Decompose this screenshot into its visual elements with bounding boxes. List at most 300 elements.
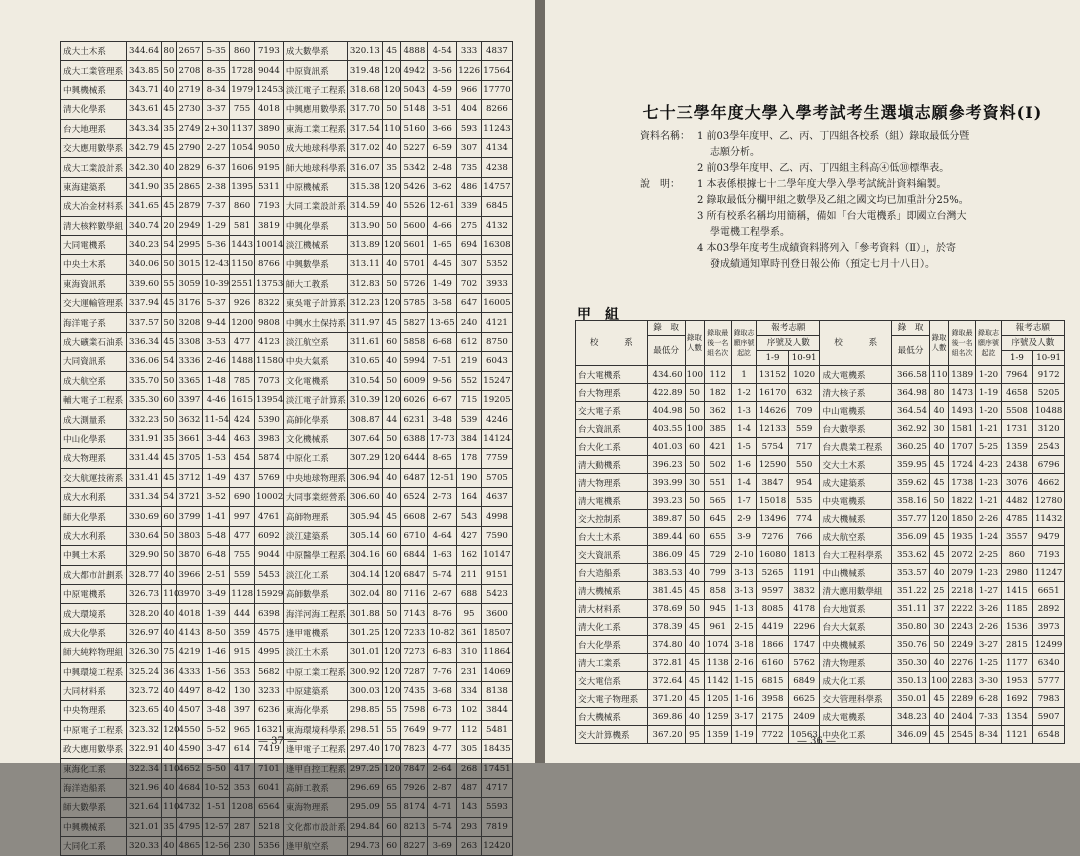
table-row [61,255,513,274]
table-cell: 40 [930,654,949,672]
table-row [61,507,513,526]
table-cell: 40 [162,740,176,759]
table-cell: 交大航運技術系 [61,468,127,487]
table-cell: 11864 [481,643,512,662]
table-cell: 1-5 [731,438,756,456]
table-cell: 40 [162,701,176,720]
table-cell: 中央機械系 [820,636,892,654]
table-cell: 1-29 [203,216,230,235]
table-cell: 30 [930,420,949,438]
table-cell: 339.60 [127,274,162,293]
table-row [61,546,513,565]
table-cell: 319.48 [347,61,382,80]
table-cell: 350.80 [892,618,930,636]
table-cell: 535 [788,492,820,510]
header-apply-top-a: 報考志願 [757,321,820,336]
table-cell: 成大機械系 [820,510,892,528]
table-cell: 5205 [1033,384,1065,402]
table-row [61,487,513,506]
table-cell: 4178 [788,600,820,618]
table-cell: 397 [230,701,255,720]
table-cell: 60 [162,391,176,410]
table-cell: 1813 [788,546,820,564]
table-cell: 成大水利系 [61,526,127,545]
table-cell: 318.68 [347,80,382,99]
table-row [576,654,1065,672]
table-cell: 2404 [948,708,975,726]
table-cell: 1707 [948,438,975,456]
table-cell: 5227 [401,138,428,157]
table-cell: 313.90 [347,216,382,235]
table-cell: 成大航空系 [61,371,127,390]
table-cell: 1121 [1001,726,1033,744]
table-cell: 4652 [176,759,203,778]
table-cell: 2-25 [976,546,1001,564]
table-cell: 1443 [230,235,255,254]
table-cell: 4658 [1001,384,1033,402]
table-cell: 645 [704,510,731,528]
table-cell: 16170 [757,384,789,402]
table-cell: 4507 [176,701,203,720]
table-cell: 1935 [948,528,975,546]
table-cell: 60 [382,817,401,836]
table-row [61,410,513,429]
table-cell: 4732 [176,798,203,817]
table-cell: 成大建築系 [820,474,892,492]
table-cell: 8085 [757,600,789,618]
table-cell: 2980 [1001,564,1033,582]
table-cell: 1359 [704,726,731,744]
table-cell: 2-38 [203,177,230,196]
table-cell: 4575 [254,623,283,642]
table-cell: 130 [230,681,255,700]
table-cell: 860 [1001,546,1033,564]
table-cell: 55 [162,274,176,293]
table-cell: 337.57 [127,313,162,332]
table-cell: 315.38 [347,177,382,196]
table-cell: 551 [704,474,731,492]
table-cell: 2-51 [203,565,230,584]
table-cell: 8-65 [428,449,457,468]
table-cell: 393.99 [647,474,685,492]
table-cell: 350.13 [892,672,930,690]
table-cell: 1142 [704,672,731,690]
table-cell: 310.39 [347,391,382,410]
table-cell: 350.01 [892,690,930,708]
table-cell: 50 [685,510,704,528]
table-cell: 40 [162,80,176,99]
table-cell: 329.90 [127,546,162,565]
table-cell: 45 [382,507,401,526]
table-cell: 1138 [704,654,731,672]
table-row [576,708,1065,726]
table-cell: 353.62 [892,546,930,564]
table-cell: 1-21 [976,492,1001,510]
table-cell: 清大應用數學組 [820,582,892,600]
table-cell: 5-50 [203,759,230,778]
table-cell: 1 [731,366,756,384]
table-cell: 2072 [948,546,975,564]
table-cell: 307 [457,255,482,274]
table-cell: 11243 [481,119,512,138]
table-cell: 成大電機系 [820,366,892,384]
table-cell: 4550 [176,720,203,739]
table-cell: 4333 [176,662,203,681]
table-cell: 5160 [401,119,428,138]
table-cell: 6847 [401,565,428,584]
table-row [61,584,513,603]
table-cell: 2-67 [428,584,457,603]
table-cell: 3-51 [428,100,457,119]
table-cell: 302.04 [347,584,382,603]
table-cell: 2865 [176,177,203,196]
table-cell: 120 [382,294,401,313]
table-cell: 5423 [481,584,512,603]
header-admit-a: 錄取人數 [685,321,704,366]
table-cell: 60 [382,526,401,545]
table-cell: 10563 [788,726,820,744]
table-cell: 3-68 [428,681,457,700]
table-cell: 1354 [1001,708,1033,726]
table-cell: 371.20 [647,690,685,708]
table-cell: 東海建築系 [61,177,127,196]
table-cell: 120 [930,510,949,528]
table-cell: 9044 [254,61,283,80]
table-cell: 306.94 [347,468,382,487]
table-cell: 343.85 [127,61,162,80]
table-cell: 50 [162,255,176,274]
table-cell: 341.65 [127,197,162,216]
table-cell: 300.03 [347,681,382,700]
table-cell: 331.91 [127,429,162,448]
table-cell: 成大工業管理系 [61,61,127,80]
table-cell: 343.34 [127,119,162,138]
table-cell: 4132 [481,216,512,235]
table-cell: 交大土木系 [820,456,892,474]
table-cell: 1226 [457,61,482,80]
table-cell: 15929 [254,584,283,603]
table-cell: 2438 [1001,456,1033,474]
table-cell: 中央物理系 [61,701,127,720]
table-cell: 50 [930,492,949,510]
table-cell: 298.85 [347,701,382,720]
table-cell: 311.61 [347,332,382,351]
table-cell: 60 [162,507,176,526]
table-cell: 614 [230,740,255,759]
table-cell: 3-26 [976,600,1001,618]
table-cell: 台大物理系 [576,384,648,402]
table-cell: 36 [162,662,176,681]
table-cell: 374.80 [647,636,685,654]
table-cell: 50 [162,371,176,390]
table-cell: 1536 [1001,618,1033,636]
table-cell: 中原電機系 [61,584,127,603]
table-cell: 359.62 [892,474,930,492]
table-cell: 中原電子工程系 [61,720,127,739]
table-cell: 7964 [1001,366,1033,384]
table-cell: 6548 [1033,726,1065,744]
table-cell: 1-24 [976,528,1001,546]
table-cell: 5508 [1001,402,1033,420]
table-cell: 353 [230,778,255,797]
table-cell: 95 [685,726,704,744]
table-cell: 351.11 [892,600,930,618]
table-cell: 40 [930,564,949,582]
table-cell: 293 [457,817,482,836]
table-cell: 6845 [481,197,512,216]
table-cell: 4-23 [976,456,1001,474]
table-cell: 1979 [230,80,255,99]
table-cell: 120 [382,235,401,254]
table-cell: 3-47 [203,740,230,759]
table-cell: 1473 [948,384,975,402]
table-cell: 2243 [948,618,975,636]
table-cell: 東吳電子計算系 [283,294,347,313]
table-cell: 大同化工系 [61,837,127,856]
table-cell: 4942 [401,61,428,80]
table-cell: 565 [704,492,731,510]
table-cell: 師大純粹物理組 [61,643,127,662]
table-cell: 4-59 [428,80,457,99]
table-cell: 45 [930,690,949,708]
table-cell: 6796 [1033,456,1065,474]
table-cell: 4717 [481,778,512,797]
table-cell: 422.89 [647,384,685,402]
table-cell: 306.60 [347,487,382,506]
table-cell: 5-48 [203,526,230,545]
table-cell: 120 [382,177,401,196]
table-cell: 3-66 [428,119,457,138]
table-cell: 5426 [401,177,428,196]
table-cell: 6444 [401,449,428,468]
table-cell: 612 [457,332,482,351]
table-cell: 301.01 [347,643,382,662]
table-cell: 40 [162,158,176,177]
table-cell: 7193 [254,42,283,61]
table-cell: 3-18 [731,636,756,654]
table-cell: 359.95 [892,456,930,474]
table-cell: 312.23 [347,294,382,313]
table-cell: 台大土木系 [576,528,648,546]
table-cell: 台大機械系 [576,708,648,726]
table-cell: 海洋電子系 [61,313,127,332]
table-cell: 404.98 [647,402,685,420]
table-cell: 中央化工系 [820,726,892,744]
table-cell: 12499 [1033,636,1065,654]
table-cell: 50 [382,604,401,623]
table-cell: 4-66 [428,216,457,235]
table-row [576,582,1065,600]
table-cell: 1054 [230,138,255,157]
table-cell: 7193 [254,197,283,216]
table-cell: 945 [704,600,731,618]
table-cell: 4123 [254,332,283,351]
table-cell: 交大電子系 [576,402,648,420]
table-cell: 輔大電子工程系 [61,391,127,410]
page-number-left: — 37 — [258,736,298,747]
table-cell: 3970 [176,584,203,603]
table-cell: 2730 [176,100,203,119]
table-cell: 4-54 [428,42,457,61]
table-cell: 6-68 [428,332,457,351]
table-cell: 1-2 [731,384,756,402]
table-cell: 1-56 [203,662,230,681]
table-cell: 11-54 [203,410,230,429]
table-row [576,636,1065,654]
table-cell: 331.44 [127,449,162,468]
table-cell: 50 [685,456,704,474]
table-cell: 3176 [176,294,203,313]
table-cell: 322.91 [127,740,162,759]
table-cell: 13152 [757,366,789,384]
table-cell: 6651 [1033,582,1065,600]
table-cell: 交大管理科學系 [820,690,892,708]
table-cell: 37 [930,600,949,618]
table-cell: 大同電機系 [61,235,127,254]
table-cell: 6487 [401,468,428,487]
table-cell: 2-26 [976,510,1001,528]
table-cell: 17770 [481,80,512,99]
table-cell: 2-16 [731,654,756,672]
table-cell: 396.23 [647,456,685,474]
table-cell: 45 [382,313,401,332]
table-cell: 860 [230,42,255,61]
table-row [576,474,1065,492]
table-cell: 30 [930,618,949,636]
header-score-top-a: 錄 取 [647,321,685,336]
table-cell: 5827 [401,313,428,332]
table-cell: 8766 [254,255,283,274]
table-cell: 12-43 [203,255,230,274]
table-cell: 政大應用數學系 [61,740,127,759]
book-gutter [535,0,545,763]
table-cell: 中興數學系 [283,255,347,274]
table-cell: 東海資訊系 [61,274,127,293]
table-cell: 12-61 [428,197,457,216]
table-cell: 364.98 [892,384,930,402]
table-cell: 4143 [176,623,203,642]
table-row [576,546,1065,564]
table-cell: 40 [382,487,401,506]
table-cell: 45 [162,100,176,119]
table-cell: 961 [704,618,731,636]
table-cell: 112 [457,720,482,739]
table-cell: 1074 [704,636,731,654]
table-cell: 1-49 [428,274,457,293]
table-cell: 6524 [401,487,428,506]
table-cell: 5858 [401,332,428,351]
table-cell: 6608 [401,507,428,526]
table-cell: 477 [230,332,255,351]
table-cell: 296.69 [347,778,382,797]
table-cell: 40 [382,197,401,216]
table-cell: 15247 [481,371,512,390]
table-cell: 3-52 [203,487,230,506]
table-cell: 3-49 [203,584,230,603]
table-cell: 2815 [1001,636,1033,654]
table-cell: 8-42 [203,681,230,700]
table-cell: 45 [930,546,949,564]
table-cell: 317.02 [347,138,382,157]
table-cell: 6625 [788,690,820,708]
table-cell: 6-73 [428,701,457,720]
table-cell: 6041 [254,778,283,797]
table-cell: 8-35 [203,61,230,80]
table-row [61,468,513,487]
table-cell: 清大材料系 [576,600,648,618]
table-cell: 295.09 [347,798,382,817]
table-cell: 7847 [401,759,428,778]
data-label: 資料名稱： [640,131,690,142]
table-cell: 543 [457,507,482,526]
table-cell: 60 [685,438,704,456]
table-cell: 263 [457,837,482,856]
table-cell: 8174 [401,798,428,817]
table-cell: 463 [230,429,255,448]
table-cell: 385 [704,420,731,438]
table-cell: 7143 [401,604,428,623]
table-cell: 50 [162,313,176,332]
table-cell: 12453 [254,80,283,99]
header-apply-mid-b: 序號及人數 [1001,336,1064,351]
table-cell: 378.39 [647,618,685,636]
table-cell: 427 [457,526,482,545]
table-cell: 4018 [254,100,283,119]
table-cell: 3233 [254,681,283,700]
table-cell: 110 [162,798,176,817]
header-rank-a: 錄取最後一名組名次 [704,321,731,366]
table-cell: 858 [704,582,731,600]
table-cell: 313.89 [347,235,382,254]
table-cell: 4637 [481,487,512,506]
table-cell: 3600 [481,604,512,623]
table-cell: 60 [685,528,704,546]
table-cell: 369.86 [647,708,685,726]
table-cell: 3890 [254,119,283,138]
table-cell: 1822 [948,492,975,510]
table-cell: 362.92 [892,420,930,438]
table-cell: 4785 [1001,510,1033,528]
table-cell: 372.81 [647,654,685,672]
table-cell: 337.94 [127,294,162,313]
table-cell: 50 [382,274,401,293]
table-cell: 中興土木系 [61,546,127,565]
table-cell: 中興化學系 [283,216,347,235]
table-cell: 1-51 [203,798,230,817]
table-row [61,623,513,642]
table-cell: 3-44 [203,429,230,448]
table-cell: 346.09 [892,726,930,744]
table-cell: 2545 [948,726,975,744]
table-cell: 45 [162,468,176,487]
table-cell: 351.22 [892,582,930,600]
table-cell: 50 [930,636,949,654]
table-cell: 401.03 [647,438,685,456]
table-cell: 成大化工系 [820,672,892,690]
table-cell: 55 [382,720,401,739]
table-cell: 120 [382,623,401,642]
table-cell: 350.76 [892,636,930,654]
table-cell: 交大應用數學系 [61,138,127,157]
table-cell: 台大造船系 [576,564,648,582]
table-cell: 5148 [401,100,428,119]
table-cell: 340.23 [127,235,162,254]
table-cell: 2829 [176,158,203,177]
table-cell: 297.40 [347,740,382,759]
table-cell: 1-23 [976,564,1001,582]
table-cell: 45 [685,672,704,690]
table-cell: 353.57 [892,564,930,582]
